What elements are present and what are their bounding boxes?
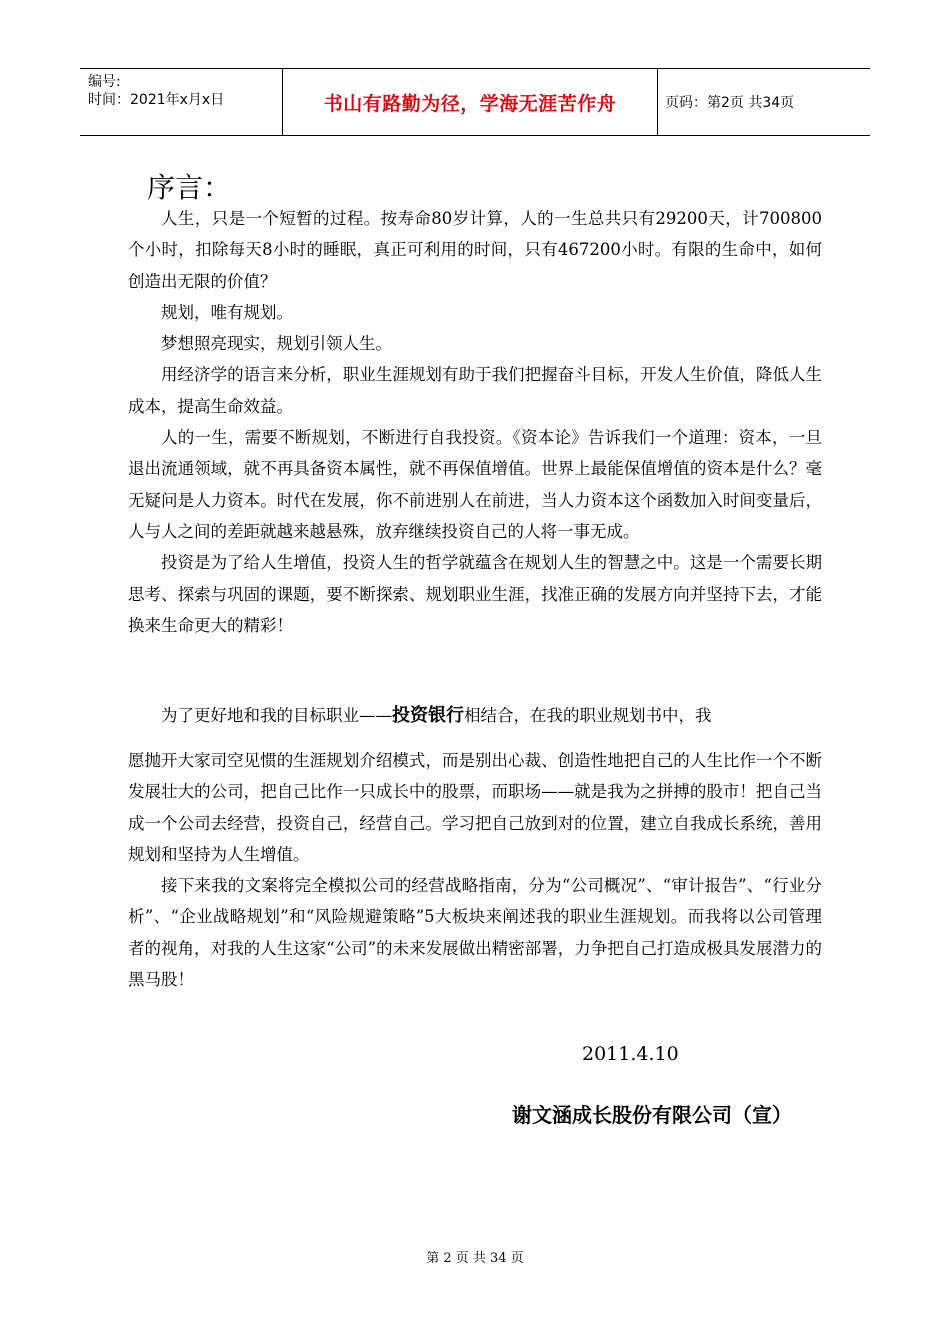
- career-rest: 愿抛开大家司空见惯的生涯规划介绍模式，而是别出心裁、创造性地把自己的人生比作一个不断发展壮大的公司，把自己比作一只成长中的股票，而职场——就是我为之拼搏的股市！把自己当成一个公司去经营，投资自己，经营自己。学习把自己放到对的位置，建立自我成长系统，善用规划和坚持为人生增值。: [128, 751, 822, 864]
- career-after: 相结合，在我的职业规划书中，我: [464, 706, 712, 725]
- date: 2011.4.10: [582, 1043, 679, 1065]
- career-paragraph-cont: [128, 745, 822, 995]
- paragraph: 人的一生，需要不断规划，不断进行自我投资。《资本论》告诉我们一个道理：资本，一旦退出流通领域，就不再具备资本属性，就不再保值增值。世界上最能保值增值的资本是什么？毫无疑问是人力资本。时代在发展，你不前进别人在前进，当人力资本这个函数加入时间变量后，人与人之间的差距就越来越悬殊，放弃继续投资自己的人将一事无成。: [128, 428, 822, 541]
- paragraph: 人生，只是一个短暂的过程。按寿命80岁计算，人的一生总共只有29200天，计700800个小时，扣除每天8小时的睡眠，真正可利用的时间，只有467200小时。有限的生命中，如何创造出无限的价值？: [128, 209, 822, 291]
- page-footer: 第 2 页 共 34 页: [426, 1251, 524, 1266]
- preface-body: [128, 203, 822, 641]
- header-divider: [657, 69, 658, 135]
- header-meta: [88, 73, 224, 109]
- closing-paragraph: 接下来我的文案将完全模拟公司的经营战略指南，分为“公司概况”、“审计报告”、“行业分析”、“企业战略规划”和“风险规避策略”5大板块来阐述我的职业生涯规划。而我将以公司管理者的视角，对我的人生这家“公司”的未来发展做出精密部署，力争把自己打造成极具发展潜力的黑马股！: [128, 876, 822, 990]
- career-first-line: [128, 700, 822, 731]
- time-label: 时间：2021年x月x日: [88, 92, 225, 108]
- target-career: 投资银行: [392, 705, 464, 726]
- page-info: 页码：第2页 共34页: [665, 95, 795, 111]
- paragraph: 规划，唯有规划。: [161, 302, 293, 322]
- paragraph: 梦想照亮现实，规划引领人生。: [161, 334, 392, 354]
- career-before: 为了更好地和我的目标职业——: [161, 706, 392, 725]
- signature: 谢文涵成长股份有限公司（宣）: [512, 1103, 792, 1127]
- paragraph: 投资是为了给人生增值，投资人生的哲学就蕴含在规划人生的智慧之中。这是一个需要长期思考、探索与巩固的课题，要不断探索、规划职业生涯，找准正确的发展方向并坚持下去，才能换来生命更大的精彩！: [128, 553, 822, 635]
- preface-title: 序言：: [147, 171, 232, 204]
- header-table: [80, 68, 870, 136]
- career-paragraph: [128, 700, 822, 731]
- paragraph: 用经济学的语言来分析，职业生涯规划有助于我们把握奋斗目标，开发人生价值，降低人生成本，提高生命效益。: [128, 365, 822, 416]
- number-label: 编号:: [88, 74, 121, 90]
- motto: 书山有路勤为径，学海无涯苦作舟: [323, 92, 617, 115]
